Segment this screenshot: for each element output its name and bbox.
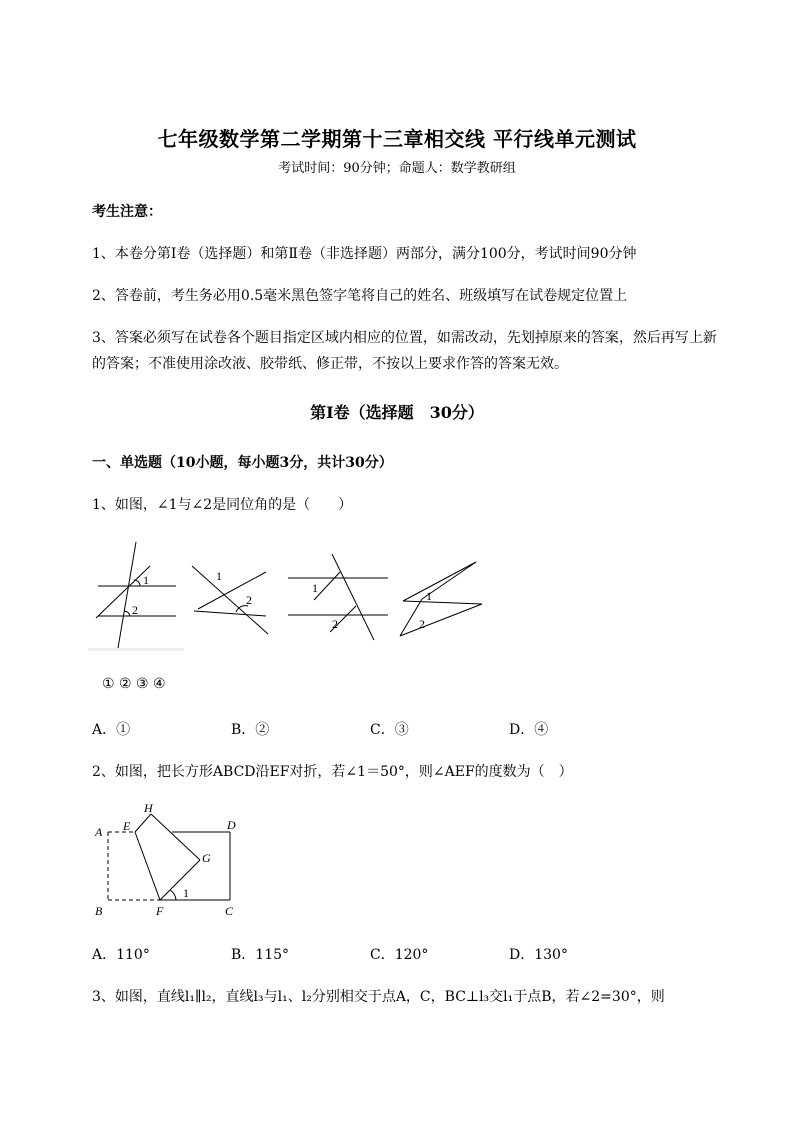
q2-option-b[interactable]: B．115° [231, 947, 290, 963]
q1-figure-1 [96, 542, 176, 648]
q1-figure-numbers: ① ② ③ ④ [102, 676, 166, 692]
q1-figure-2 [192, 566, 268, 634]
notice-item-2: 2、答卷前，考生务必用0.5毫米黑色签字笔将自己的姓名、班级填写在试卷规定位置上 [92, 288, 628, 304]
q1-option-b[interactable]: B．② [231, 722, 270, 738]
q1-figure-4 [400, 562, 482, 636]
q1-option-c[interactable]: C．③ [370, 722, 409, 738]
q1-stem: 1、如图，∠1与∠2是同位角的是（ ） [92, 497, 353, 513]
q2-option-c[interactable]: C．120° [370, 947, 429, 963]
q2-point-e: E [123, 819, 131, 833]
q1-fig1-angle-1: 1 [143, 573, 149, 587]
q2-point-c: C [225, 904, 234, 918]
q1-fig3-angle-2: 2 [332, 617, 338, 631]
q1-figure [88, 536, 498, 656]
notice-item-3-cont: 的答案；不准使用涂改液、胶带纸、修正带，不按以上要求作答的答案无效。 [92, 356, 568, 372]
q2-point-h: H [144, 801, 153, 815]
q1-fig4-angle-2: 2 [419, 617, 425, 631]
q2-stem: 2、如图，把长方形ABCD沿EF对折，若∠1＝50°，则∠AEF的度数为（ ） [92, 764, 573, 780]
q1-fig2-angle-2: 2 [246, 593, 252, 607]
page-title: 七年级数学第二学期第十三章相交线 平行线单元测试 [157, 127, 637, 151]
exam-subtitle: 考试时间：90分钟；命题人：数学教研组 [278, 161, 516, 176]
q1-option-d[interactable]: D．④ [509, 722, 549, 738]
q2-figure [90, 798, 250, 920]
q1-figure-3 [288, 554, 388, 640]
q1-fig1-angle-2: 2 [132, 603, 138, 617]
q2-option-a[interactable]: A．110° [92, 947, 150, 963]
q2-option-d[interactable]: D．130° [509, 947, 568, 963]
q1-option-a[interactable]: A．① [92, 722, 131, 738]
q2-point-g: G [202, 851, 211, 865]
part-heading: 一、单选题（10小题，每小题3分，共计30分） [92, 455, 393, 471]
notice-heading: 考生注意： [92, 204, 162, 220]
q1-fig3-angle-1: 1 [312, 581, 318, 595]
notice-item-3: 3、答案必须写在试卷各个题目指定区域内相应的位置，如需改动，先划掉原来的答案，然后再写上新 [92, 330, 717, 346]
q2-point-b: B [95, 904, 103, 918]
section-title: 第I卷（选择题 30分） [310, 403, 484, 422]
q2-angle-1: 1 [183, 886, 189, 900]
q2-point-a: A [95, 825, 103, 839]
q3-stem: 3、如图，直线l₁∥l₂，直线l₃与l₁、l₂分别相交于点A，C，BC⊥l₃交l₁于点B，若∠2=30°，则 [92, 989, 665, 1005]
q1-fig4-angle-1: 1 [426, 589, 432, 603]
q2-point-d: D [227, 818, 236, 832]
notice-item-1: 1、本卷分第I卷（选择题）和第Ⅱ卷（非选择题）两部分，满分100分，考试时间90分钟 [92, 246, 637, 262]
q2-point-f: F [156, 904, 164, 918]
q1-fig2-angle-1: 1 [216, 569, 222, 583]
